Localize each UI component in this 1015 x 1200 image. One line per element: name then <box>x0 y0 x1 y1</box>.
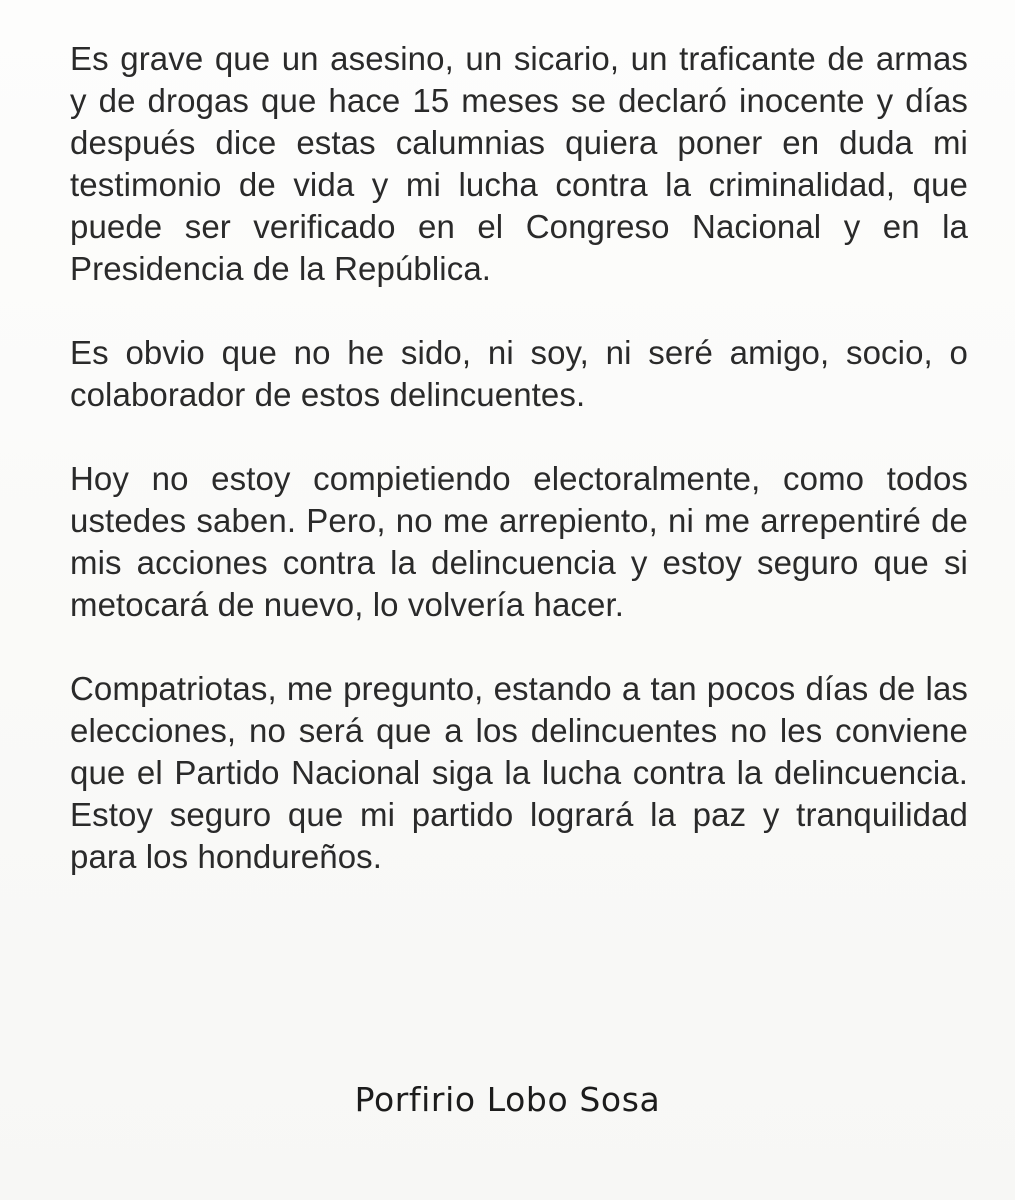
paragraph-calumnias: Es grave que un asesino, un sicario, un traficante de armas y de drogas que hace 15 meses se declaró inocente y días después dice estas calumnias quiera poner en duda mi testimonio de vida y mi lucha contra la criminalidad, que puede ser verificado en el Congreso Nacional y en la Presidencia de la República. <box>70 40 968 287</box>
paragraph-no-arrepiento: Hoy no estoy compietiendo electoralmente, como todos ustedes saben. Pero, no me arrepiento, ni me arrepentiré de mis acciones contra la delincuencia y estoy seguro que si metocará de nuevo, lo volvería hacer. <box>70 460 968 623</box>
paragraph-compatriotas: Compatriotas, me pregunto, estando a tan pocos días de las elecciones, no será que a los delincuentes no les conviene que el Partido Nacional siga la lucha contra la delincuencia. Estoy seguro que mi partido logrará la paz y tranquilidad para los hondureños. <box>70 670 968 875</box>
paragraph-no-amigo: Es obvio que no he sido, ni soy, ni seré amigo, socio, o colaborador de estos delincuentes. <box>70 334 968 413</box>
signature-name: Porfirio Lobo Sosa <box>354 1080 661 1119</box>
statement-body <box>70 38 968 878</box>
